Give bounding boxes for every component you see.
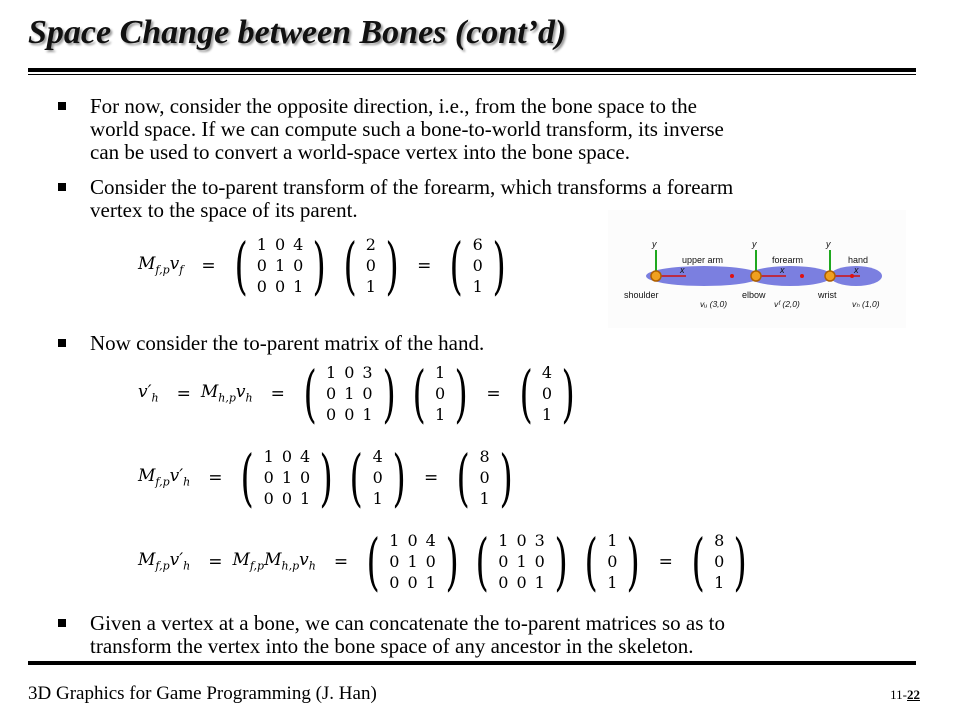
result-vector	[444, 228, 511, 302]
skeleton-svg	[608, 210, 906, 328]
bullet-3-line-1: Now consider the to-parent matrix of the hand.	[90, 331, 485, 355]
matrix-cell: 0	[281, 447, 293, 466]
x-label-elbow: x	[780, 265, 785, 275]
title-rule	[28, 68, 916, 72]
eq4-mid-m2-sub: h,p	[281, 559, 300, 573]
right-paren: )	[319, 440, 333, 514]
matrix-cell: 0	[274, 277, 286, 296]
equals-sign: =	[270, 383, 285, 404]
matrix-row	[431, 362, 449, 383]
matrix-body	[253, 234, 308, 297]
eq2-v: v	[235, 382, 246, 403]
y-label-shoulder: y	[652, 239, 657, 249]
matrix-body	[385, 530, 440, 593]
matrix-row	[710, 572, 728, 593]
matrix-cell: 1	[472, 277, 483, 296]
right-paren: )	[626, 524, 641, 598]
right-paren: )	[454, 356, 468, 430]
matrix-body	[362, 234, 380, 297]
equals-sign: =	[333, 551, 349, 572]
matrix-row	[369, 467, 387, 488]
matrix-row	[603, 572, 621, 593]
eq4-m-sub: f,p	[155, 559, 170, 573]
title-rule-thin	[28, 74, 916, 75]
matrix-row	[322, 383, 377, 404]
right-paren: )	[492, 228, 506, 302]
matrix-body	[260, 446, 315, 509]
eq3-v: v′	[169, 466, 184, 487]
eq4-lhs	[138, 550, 190, 572]
matrix-row	[469, 255, 487, 276]
matrix-cell: 1	[425, 573, 436, 592]
matrix-cell: 0	[389, 552, 400, 571]
footer-course: 3D Graphics for Game Programming (J. Han)	[28, 683, 377, 704]
matrix-body	[475, 446, 493, 509]
matrix-cell: 0	[389, 573, 400, 592]
matrix-row	[385, 530, 440, 551]
left-paren: (	[449, 228, 464, 302]
matrix-body	[431, 362, 449, 425]
matrix-cell: 2	[365, 235, 376, 254]
matrix-cell: 0	[326, 405, 337, 424]
joint-elbow	[751, 271, 761, 281]
eq2-v-prime: v′	[138, 382, 152, 403]
matrix-cell: 6	[472, 235, 483, 254]
matrix-body	[603, 530, 621, 593]
matrix-body	[322, 362, 377, 425]
result-vector	[451, 440, 518, 514]
left-paren: (	[584, 524, 598, 598]
footer-page-number	[890, 687, 920, 703]
matrix-row	[385, 551, 440, 572]
right-paren: )	[312, 228, 327, 302]
matrix-cell: 1	[607, 573, 618, 592]
eq4-v-sub: h	[183, 559, 191, 573]
matrix-row	[475, 488, 493, 509]
label-shoulder: shoulder	[624, 290, 659, 300]
matrix-row	[494, 572, 549, 593]
left-paren: (	[412, 356, 426, 430]
right-paren: )	[554, 524, 568, 598]
matrix-body	[710, 530, 728, 593]
matrix-cell: 1	[534, 573, 545, 592]
eq2-m: M	[200, 382, 219, 403]
matrix-cell: 0	[344, 405, 355, 424]
label-vertex-hand: vₕ (1,0)	[852, 299, 880, 309]
matrix-cell: 1	[300, 489, 311, 508]
equation-forearm-hand	[138, 440, 521, 514]
matrix-cell: 0	[479, 468, 490, 487]
equals-sign: =	[208, 551, 223, 572]
matrix	[298, 356, 401, 430]
eq4-v: v′	[169, 550, 184, 571]
matrix-cell: 0	[263, 468, 274, 487]
matrix-row	[475, 467, 493, 488]
matrix-row	[260, 467, 315, 488]
vector	[407, 356, 474, 430]
matrix-cell: 3	[362, 363, 373, 382]
vector	[344, 440, 411, 514]
matrix-cell: 1	[541, 405, 553, 424]
matrix-cell: 8	[714, 531, 725, 550]
eq2-v-prime-sub: h	[151, 391, 159, 405]
matrix-cell: 1	[256, 235, 267, 254]
matrix-cell: 1	[365, 277, 376, 296]
bullet-marker	[58, 339, 66, 347]
joint-wrist	[825, 271, 835, 281]
left-paren: (	[519, 356, 533, 430]
left-paren: (	[240, 440, 255, 514]
joint-shoulder	[651, 271, 661, 281]
bullet-4-line-2: transform the vertex into the bone space of any ancestor in the skeleton.	[90, 634, 694, 658]
equation-concatenated	[138, 524, 755, 598]
x-label-wrist: x	[854, 265, 859, 275]
matrix-row	[362, 255, 380, 276]
bullet-2-line-1: Consider the to-parent transform of the forearm, which transforms a forearm	[90, 175, 734, 199]
matrix-cell: 0	[714, 552, 725, 571]
bullet-4-line-1: Given a vertex at a bone, we can concatenate the to-parent matrices so as to	[90, 611, 725, 635]
matrix-cell: 0	[434, 384, 446, 403]
matrix-cell: 1	[263, 447, 274, 466]
matrix-cell: 0	[300, 468, 311, 487]
equation-hand-to-parent	[138, 356, 583, 430]
eq4-mid-v: v	[299, 550, 309, 571]
matrix-cell: 0	[281, 489, 293, 508]
left-paren: (	[456, 440, 471, 514]
matrix-cell: 0	[256, 256, 267, 275]
matrix-cell: 0	[256, 277, 267, 296]
matrix-row	[538, 404, 556, 425]
matrix-row	[494, 551, 549, 572]
eq1-lhs	[138, 254, 183, 276]
left-paren: (	[475, 524, 489, 598]
left-paren: (	[366, 524, 380, 598]
matrix-row	[710, 551, 728, 572]
matrix-row	[538, 362, 556, 383]
matrix-cell: 0	[274, 235, 286, 254]
vector	[579, 524, 646, 598]
eq3-m-sub: f,p	[155, 475, 170, 489]
left-paren: (	[691, 524, 705, 598]
eq2-v-sub: h	[245, 391, 253, 405]
matrix-body	[369, 446, 387, 509]
matrix-cell: 0	[407, 573, 418, 592]
matrix-cell: 1	[372, 489, 383, 508]
matrix	[361, 524, 464, 598]
label-wrist: wrist	[818, 290, 837, 300]
equals-sign: =	[424, 467, 439, 488]
matrix-row	[322, 404, 377, 425]
vertex-upper-arm	[730, 274, 734, 278]
right-paren: )	[499, 440, 513, 514]
matrix-row	[385, 572, 440, 593]
matrix-row	[260, 488, 315, 509]
slide-title: Space Change between Bones (cont’d)	[28, 14, 567, 51]
matrix-body	[494, 530, 549, 593]
matrix-cell: 3	[534, 531, 545, 550]
label-elbow: elbow	[742, 290, 766, 300]
matrix-row	[369, 446, 387, 467]
matrix-row	[362, 234, 380, 255]
eq1-v: v	[169, 254, 180, 275]
matrix-cell: 1	[281, 468, 293, 487]
eq3-lhs	[138, 466, 190, 488]
matrix-cell: 0	[425, 552, 436, 571]
bullet-1-line-3: can be used to convert a world-space vertex into the bone space.	[90, 140, 630, 164]
matrix-row	[603, 551, 621, 572]
matrix-cell: 1	[362, 405, 373, 424]
eq4-mid-m1: M	[232, 550, 250, 571]
matrix-cell: 1	[607, 531, 618, 550]
right-paren: )	[561, 356, 575, 430]
equals-sign: =	[176, 383, 191, 404]
matrix-cell: 0	[326, 384, 337, 403]
x-label-shoulder: x	[680, 265, 685, 275]
matrix-cell: 0	[293, 256, 304, 275]
matrix-cell: 1	[326, 363, 337, 382]
matrix-cell: 0	[362, 384, 373, 403]
bullet-1	[90, 95, 724, 164]
vertex-forearm	[800, 274, 804, 278]
bullet-4	[90, 612, 725, 658]
matrix-row	[603, 530, 621, 551]
matrix-cell: 0	[498, 573, 509, 592]
matrix-row	[322, 362, 377, 383]
left-paren: (	[349, 440, 364, 514]
eq4-mid-m1-sub: f,p	[249, 559, 265, 573]
equals-sign: =	[658, 551, 673, 572]
left-paren: (	[234, 228, 248, 302]
label-vertex-upper-arm: vᵤ (3,0)	[700, 299, 728, 309]
result-vector	[686, 524, 753, 598]
label-forearm: forearm	[772, 255, 804, 265]
right-paren: )	[733, 524, 748, 598]
matrix-cell: 0	[516, 573, 527, 592]
bullet-marker	[58, 619, 66, 627]
matrix-cell: 4	[541, 363, 553, 382]
bullet-3	[90, 332, 484, 355]
matrix-row	[710, 530, 728, 551]
equals-sign: =	[208, 467, 223, 488]
matrix-row	[260, 446, 315, 467]
eq1-v-sub: f	[179, 263, 184, 277]
left-paren: (	[303, 356, 317, 430]
equals-sign: =	[201, 255, 216, 276]
matrix-cell: 0	[372, 468, 383, 487]
matrix-row	[475, 446, 493, 467]
matrix-cell: 1	[516, 552, 527, 571]
right-paren: )	[385, 228, 399, 302]
bullet-marker	[58, 102, 66, 110]
matrix-row	[369, 488, 387, 509]
matrix-row	[431, 404, 449, 425]
matrix-row	[253, 234, 308, 255]
matrix-cell: 8	[479, 447, 490, 466]
matrix-row	[538, 383, 556, 404]
matrix-cell: 1	[498, 531, 509, 550]
equation-forearm-to-parent	[138, 228, 514, 302]
label-hand: hand	[848, 255, 869, 265]
matrix-cell: 4	[293, 235, 304, 254]
eq1-m-sub: f,p	[155, 263, 170, 277]
matrix-cell: 1	[479, 489, 490, 508]
matrix-cell: 4	[300, 447, 311, 466]
y-label-wrist: y	[826, 239, 831, 249]
matrix-row	[469, 234, 487, 255]
label-vertex-forearm: vᶠ (2,0)	[774, 299, 800, 309]
bullet-2-line-2: vertex to the space of its parent.	[90, 198, 358, 222]
matrix-cell: 0	[263, 489, 274, 508]
matrix	[470, 524, 573, 598]
footer-chapter: 11-	[890, 687, 907, 702]
eq4-mid-v-sub: h	[308, 559, 316, 573]
y-label-elbow: y	[752, 239, 757, 249]
matrix-cell: 4	[372, 447, 383, 466]
matrix-body	[469, 234, 487, 297]
matrix-cell: 1	[344, 384, 355, 403]
equals-sign: =	[486, 383, 501, 404]
matrix-body	[538, 362, 556, 425]
result-vector	[514, 356, 581, 430]
matrix-cell: 0	[541, 384, 553, 403]
eq2-rhs	[201, 382, 253, 404]
matrix-cell: 0	[498, 552, 509, 571]
right-paren: )	[392, 440, 406, 514]
matrix-row	[253, 255, 308, 276]
matrix-row	[431, 383, 449, 404]
matrix-cell: 1	[714, 573, 725, 592]
bullet-1-line-2: world space. If we can compute such a bone-to-world transform, its inverse	[90, 117, 724, 141]
matrix-cell: 0	[472, 256, 483, 275]
matrix	[229, 228, 332, 302]
matrix-cell: 0	[365, 256, 376, 275]
right-paren: )	[382, 356, 396, 430]
eq2-m-sub: h,p	[218, 391, 236, 405]
right-paren: )	[445, 524, 459, 598]
eq4-mid	[232, 550, 315, 572]
equals-sign: =	[417, 255, 432, 276]
vector	[338, 228, 405, 302]
matrix-cell: 0	[516, 531, 527, 550]
footer-page: 22	[907, 687, 920, 702]
footer-rule	[28, 661, 916, 665]
left-paren: (	[342, 228, 357, 302]
matrix-row	[469, 276, 487, 297]
matrix-cell: 0	[534, 552, 545, 571]
label-upper-arm: upper arm	[682, 255, 724, 265]
eq3-v-sub: h	[183, 475, 191, 489]
matrix-cell: 1	[293, 277, 304, 296]
matrix-cell: 0	[407, 531, 418, 550]
matrix-cell: 1	[274, 256, 286, 275]
matrix-cell: 1	[434, 363, 446, 382]
matrix-cell: 1	[434, 405, 446, 424]
matrix-cell: 0	[344, 363, 355, 382]
bullet-marker	[58, 183, 66, 191]
matrix-cell: 1	[407, 552, 418, 571]
eq2-lhs	[138, 382, 159, 404]
eq4-mid-m2: M	[264, 550, 282, 571]
eq3-m: M	[138, 466, 156, 487]
bullet-1-line-1: For now, consider the opposite direction, i.e., from the bone space to the	[90, 94, 697, 118]
skeleton-diagram	[608, 210, 906, 328]
matrix-cell: 0	[607, 552, 618, 571]
matrix-row	[362, 276, 380, 297]
eq4-m: M	[138, 550, 156, 571]
matrix-cell: 4	[425, 531, 436, 550]
matrix-cell: 1	[389, 531, 400, 550]
eq1-m: M	[138, 254, 156, 275]
matrix-row	[494, 530, 549, 551]
matrix	[235, 440, 338, 514]
matrix-row	[253, 276, 308, 297]
